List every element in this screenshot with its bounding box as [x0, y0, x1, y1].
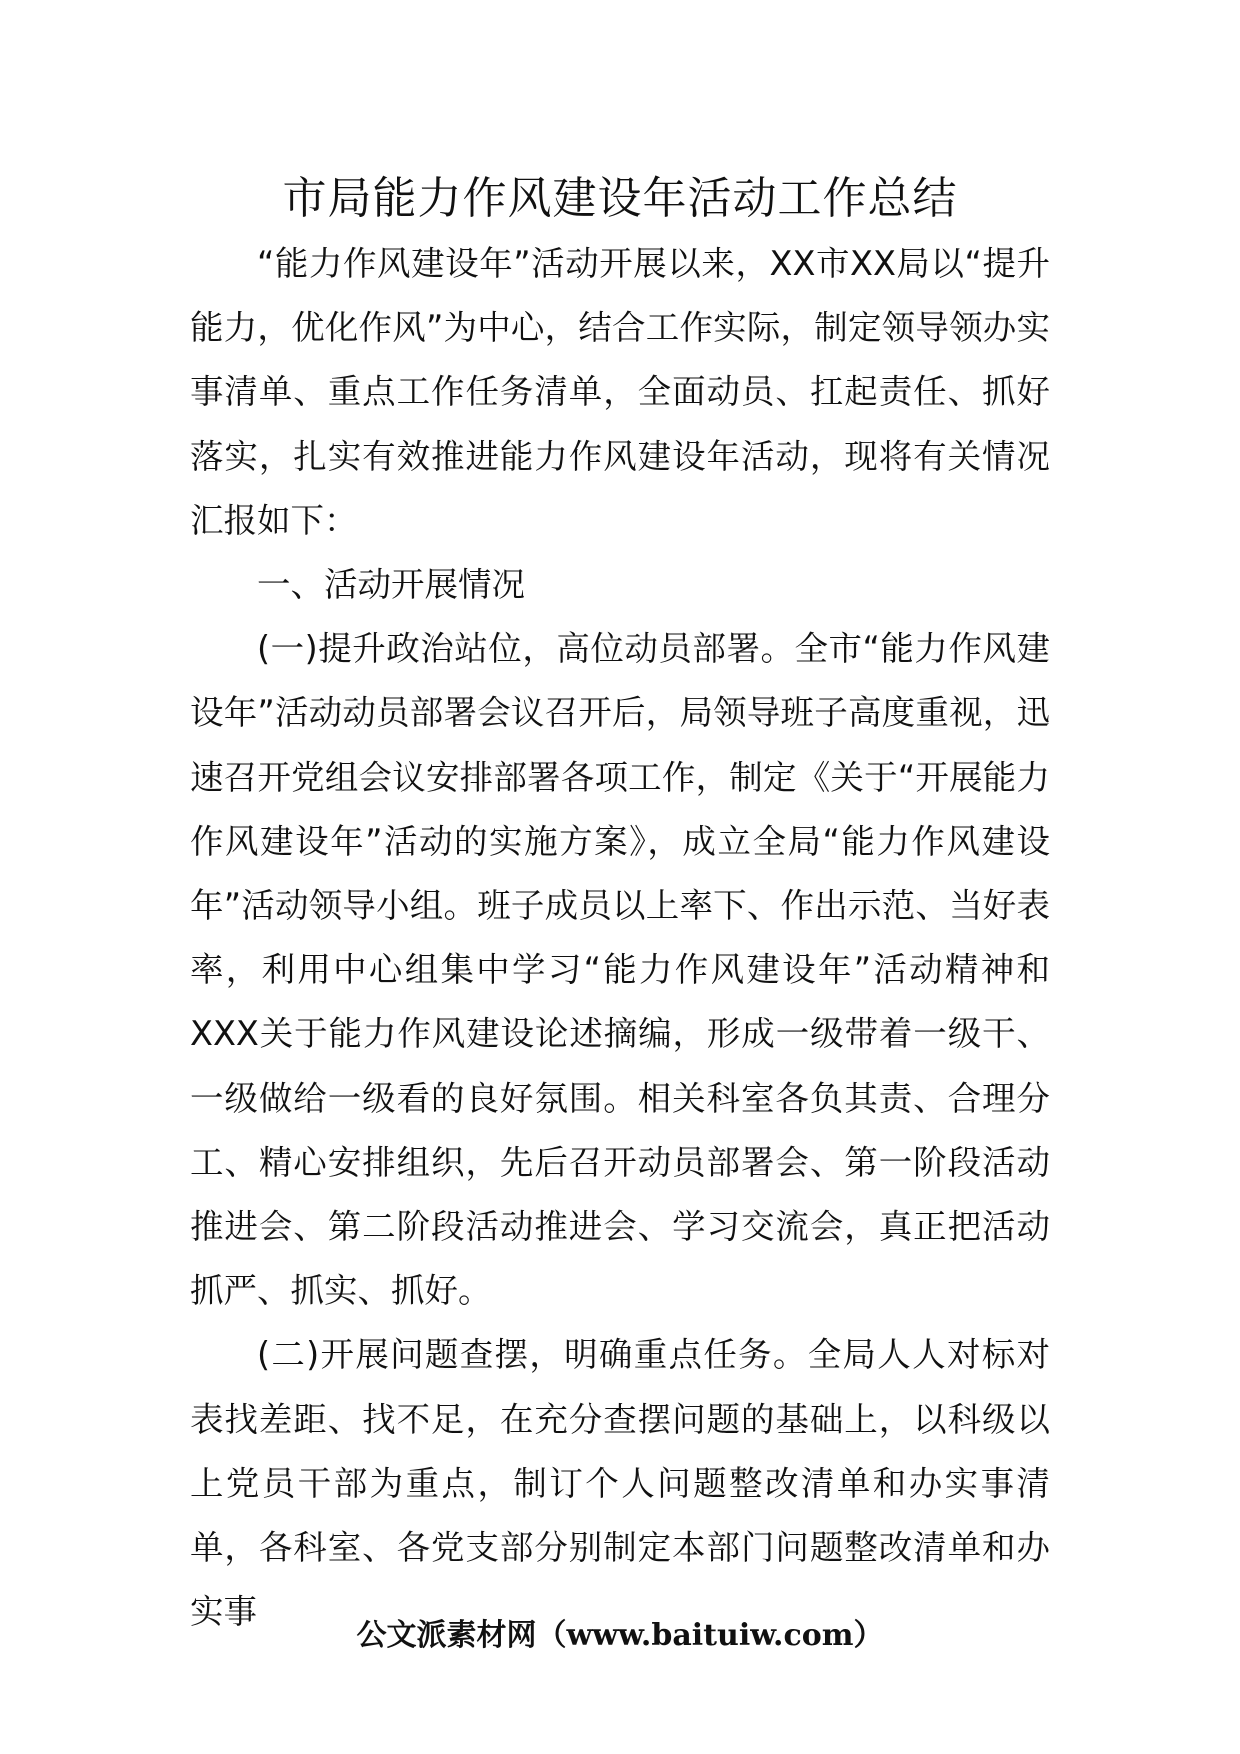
footer-watermark: 公文派素材网（www.baituiw.com）: [356, 1618, 884, 1653]
body-paragraph: (一)提升政治站位，高位动员部署。全市“能力作风建设年”活动动员部署会议召开后，局领导班子高度重视，迅速召开党组会议安排部署各项工作，制定《关于“开展能力作风建设年”活动的实施方案》，成立全局“能力作风建设年”活动领导小组。班子成员以上率下、作出示范、当好表率，利用中心组集中学习“能力作风建设年”活动精神和XXX关于能力作风建设论述摘编，形成一级带着一级干、一级做给一级看的良好氛围。相关科室各负其责、合理分工、精心安排组织，先后召开动员部署会、第一阶段活动推进会、第二阶段活动推进会、学习交流会，真正把活动抓严、抓实、抓好。: [190, 629, 1050, 1311]
body-paragraph: (二)开展问题查摆，明确重点任务。全局人人对标对表找差距、找不足，在充分查摆问题的基础上，以科级以上党员干部为重点，制订个人问题整改清单和办实事清单，各科室、各党支部分别制定本部门问题整改清单和办实事: [190, 1335, 1050, 1632]
section-heading: 一、活动开展情况: [257, 565, 525, 605]
intro-paragraph: “能力作风建设年”活动开展以来，XX市XX局以“提升能力，优化作风”为中心，结合工作实际，制定领导领办实事清单、重点工作任务清单，全面动员、扛起责任、抓好落实，扎实有效推进能力作风建设年活动，现将有关情况汇报如下：: [190, 244, 1050, 540]
document-body: [190, 232, 1050, 1644]
document-title: 市局能力作风建设年活动工作总结: [282, 173, 958, 224]
